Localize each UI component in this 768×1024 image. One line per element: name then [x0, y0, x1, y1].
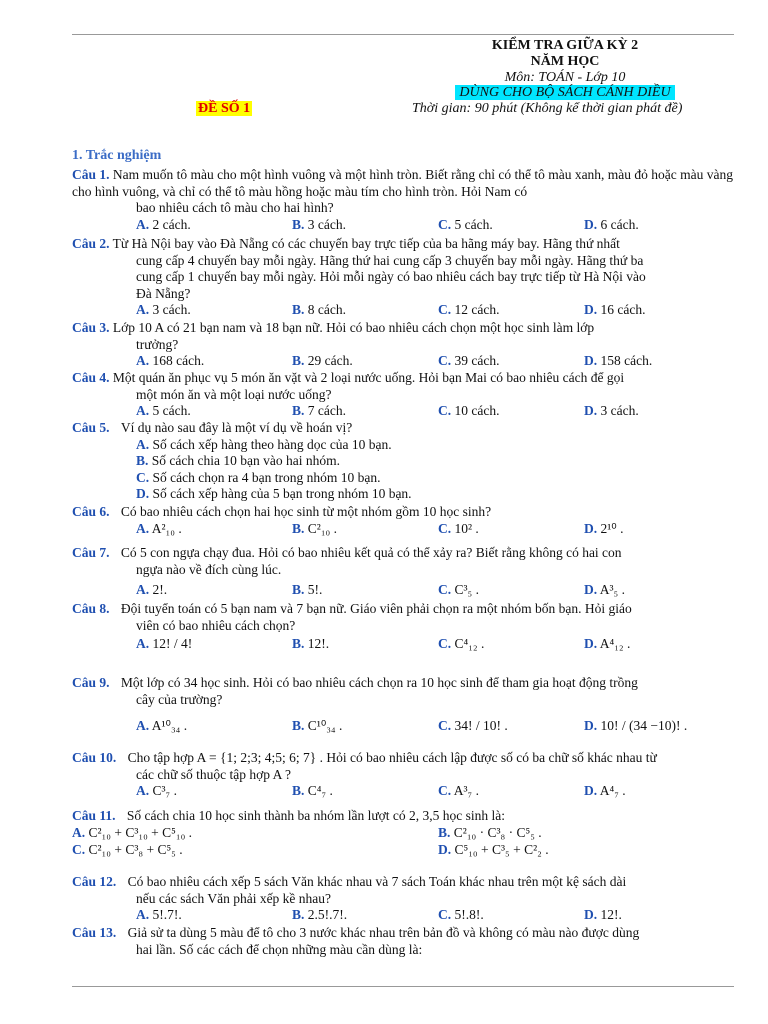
option-d[interactable]: D. 2¹⁰ .	[584, 520, 624, 536]
question-text: Ví dụ nào sau đây là một ví dụ về hoán vị?	[120, 420, 353, 435]
option-d[interactable]: D. 12!.	[584, 907, 622, 922]
question-11	[72, 808, 734, 859]
question-text: ngựa nào về đích cùng lúc.	[136, 561, 282, 577]
option-d[interactable]: D. 3 cách.	[584, 403, 639, 418]
option-b[interactable]: B. C⁴₇ .	[292, 783, 333, 798]
option-a[interactable]: A. C³₇ .	[136, 783, 178, 798]
option-b[interactable]: B. 3 cách.	[292, 216, 346, 232]
question-text: nếu các sách Văn phải xếp kề nhau?	[136, 890, 332, 906]
option-b[interactable]: B. C²₁₀ · C³₈ · C⁵₅ .	[438, 824, 542, 840]
question-7	[72, 545, 734, 599]
question-12	[72, 874, 734, 924]
question-4	[72, 370, 734, 420]
option-a[interactable]: A. 168 cách.	[136, 353, 205, 368]
question-text: Có 5 con ngựa chạy đua. Hỏi có bao nhiêu kết quả có thể xảy ra? Biết rằng không có hai con	[120, 545, 622, 560]
question-text: trưởng?	[136, 336, 179, 352]
question-text: Đà Nẵng?	[136, 285, 191, 301]
option-d[interactable]: D. 158 cách.	[584, 353, 653, 368]
option-a[interactable]: A. 2 cách.	[136, 216, 191, 232]
options-row	[72, 353, 734, 370]
question-1	[72, 167, 734, 234]
question-text: viên có bao nhiêu cách chọn?	[136, 617, 296, 633]
option-c[interactable]: C. 5!.8!.	[438, 907, 484, 922]
question-label: Câu 6.	[72, 504, 110, 519]
question-2	[72, 236, 734, 319]
options-row	[72, 718, 734, 735]
option-b[interactable]: B. C²₁₀ .	[292, 520, 337, 536]
question-text: Từ Hà Nội bay vào Đà Nẵng có các chuyến bay trực tiếp của ba hãng máy bay. Hãng thứ nhất	[112, 236, 620, 251]
options-row	[72, 825, 734, 842]
subject: Môn: TOÁN - Lớp 10	[504, 70, 626, 85]
question-8	[72, 601, 734, 653]
options-row	[72, 842, 734, 859]
option-b[interactable]: B. 5!.	[292, 582, 323, 597]
question-text: Đội tuyển toán có 5 bạn nam và 7 bạn nữ. Giáo viên phải chọn ra một nhóm bốn bạn. Hỏi giáo	[120, 601, 632, 616]
question-text: cung cấp 1 chuyến bay mỗi ngày. Hỏi mỗi ngày có bao nhiêu cách bay trực tiếp từ Hà Nội vào	[136, 269, 646, 284]
section-title: 1. Trắc nghiệm	[72, 148, 162, 163]
question-label: Câu 9.	[72, 675, 110, 690]
option-d[interactable]: D. A⁴₇ .	[584, 783, 626, 798]
option-b[interactable]: B. C¹⁰₃₄ .	[292, 718, 343, 733]
option-c[interactable]: C. 10² .	[438, 520, 479, 536]
options-row	[72, 403, 734, 420]
option-b[interactable]: B. 7 cách.	[292, 403, 346, 418]
top-rule	[72, 34, 734, 35]
question-label: Câu 4.	[72, 370, 110, 385]
option-b[interactable]: B. 8 cách.	[292, 302, 346, 317]
option-a[interactable]: A. 3 cách.	[136, 302, 191, 317]
option-d[interactable]: D. C⁵₁₀ + C³₅ + C²₂ .	[438, 841, 549, 857]
question-label: Câu 7.	[72, 545, 110, 560]
options-row	[72, 783, 734, 800]
question-label: Câu 3.	[72, 320, 110, 335]
question-text: Một quán ăn phục vụ 5 món ăn vặt và 2 loại nước uống. Hỏi bạn Mai có bao nhiêu cách để gọi	[112, 370, 625, 385]
question-5	[72, 420, 734, 503]
option-c[interactable]: C. C²₁₀ + C³₈ + C⁵₅ .	[72, 841, 183, 857]
option-d[interactable]: D. Số cách xếp hàng của 5 bạn trong nhóm 10 bạn.	[136, 486, 412, 501]
book-label: DÙNG CHO BỘ SÁCH CÁNH DIỀU	[455, 85, 674, 100]
question-10	[72, 750, 734, 800]
option-a[interactable]: A. A¹⁰₃₄ .	[136, 718, 188, 733]
exam-time: Thời gian: 90 phút (Không kể thời gian phát đề)	[412, 101, 683, 116]
option-d[interactable]: D. 10! / (34 −10)! .	[584, 718, 688, 733]
question-text: Cho tập hợp A = {1; 2;3; 4;5; 6; 7} . Hỏi có bao nhiêu cách lập được số có ba chữ số khác nhau từ	[127, 750, 657, 765]
question-text: cung cấp 4 chuyến bay mỗi ngày. Hãng thứ hai cung cấp 3 chuyến bay mỗi ngày. Hãng thứ ba	[136, 252, 644, 268]
option-c[interactable]: C. C⁴₁₂ .	[438, 636, 485, 651]
question-13	[72, 925, 734, 958]
options-row	[72, 907, 734, 924]
question-text: cây của trường?	[136, 691, 223, 707]
question-text: Có bao nhiêu cách chọn hai học sinh từ một nhóm gồm 10 học sinh?	[120, 504, 492, 519]
options-row	[72, 302, 734, 319]
question-text: Lớp 10 A có 21 bạn nam và 18 bạn nữ. Hỏi có bao nhiêu cách chọn một học sinh làm lớp	[112, 320, 595, 335]
option-b[interactable]: B. 12!.	[292, 636, 330, 651]
question-label: Câu 1.	[72, 167, 110, 182]
option-d[interactable]: D. A⁴₁₂ .	[584, 636, 631, 651]
option-a[interactable]: A. 5!.7!.	[136, 907, 182, 922]
option-a[interactable]: A. Số cách xếp hàng theo hàng dọc của 10 bạn.	[136, 436, 392, 452]
question-label: Câu 5.	[72, 420, 110, 435]
question-text: Giả sử ta dùng 5 màu để tô cho 3 nước khác nhau trên bản đồ và không có màu nào được dùng	[127, 925, 640, 940]
option-d[interactable]: D. A³₅ .	[584, 582, 626, 597]
option-c[interactable]: C. 12 cách.	[438, 302, 500, 317]
bottom-rule	[72, 986, 734, 987]
options-row	[72, 217, 734, 234]
question-label: Câu 12.	[72, 874, 117, 889]
school-year: NĂM HỌC	[530, 54, 600, 69]
option-b[interactable]: B. 2.5!.7!.	[292, 907, 348, 922]
option-a[interactable]: A. 12! / 4!	[136, 636, 193, 651]
question-text: các chữ số thuộc tập hợp A ?	[136, 766, 292, 782]
option-a[interactable]: A. A²₁₀ .	[136, 520, 182, 536]
option-a[interactable]: A. 5 cách.	[136, 403, 191, 418]
exam-number: ĐỀ SỐ 1	[198, 101, 251, 116]
question-label: Câu 2.	[72, 236, 110, 251]
question-text: Nam muốn tô màu cho một hình vuông và một hình tròn. Biết rằng chỉ có thể tô màu xanh, màu đỏ hoặc màu vàng cho hình vuông, và chỉ có thể tô màu hồng hoặc màu tím cho hình tròn. Hỏi Nam có	[72, 167, 734, 199]
options-row	[72, 636, 734, 653]
question-9	[72, 675, 734, 735]
question-label: Câu 10.	[72, 750, 117, 765]
option-c[interactable]: C. Số cách chọn ra 4 bạn trong nhóm 10 bạn.	[136, 469, 381, 485]
option-c[interactable]: C. 39 cách.	[438, 353, 500, 368]
option-b[interactable]: B. 29 cách.	[292, 353, 353, 368]
option-c[interactable]: C. 5 cách.	[438, 216, 493, 232]
question-text: Có bao nhiêu cách xếp 5 sách Văn khác nhau và 7 sách Toán khác nhau trên một kệ sách dài	[127, 874, 627, 889]
option-c[interactable]: C. C³₅ .	[438, 582, 480, 597]
question-label: Câu 13.	[72, 925, 117, 940]
question-text: bao nhiêu cách tô màu cho hai hình?	[136, 200, 334, 215]
question-text: hai lần. Số các cách để chọn những màu cần dùng là:	[136, 941, 423, 957]
option-c[interactable]: C. A³₇ .	[438, 783, 480, 798]
question-label: Câu 8.	[72, 601, 110, 616]
question-text: Một lớp có 34 học sinh. Hỏi có bao nhiêu cách chọn ra 10 học sinh để tham gia hoạt động trồng	[120, 675, 638, 690]
options-row	[72, 582, 734, 599]
question-3	[72, 320, 734, 370]
option-d[interactable]: D. 16 cách.	[584, 302, 646, 317]
option-d[interactable]: D. 6 cách.	[584, 216, 639, 232]
question-label: Câu 11.	[72, 808, 116, 823]
option-c[interactable]: C. 10 cách.	[438, 403, 500, 418]
question-6	[72, 504, 734, 538]
option-a[interactable]: A. 2!.	[136, 582, 168, 597]
option-c[interactable]: C. 34! / 10! .	[438, 718, 508, 733]
option-b[interactable]: B. Số cách chia 10 bạn vào hai nhóm.	[136, 453, 340, 468]
question-text: Số cách chia 10 học sinh thành ba nhóm lần lượt có 2, 3,5 học sinh là:	[126, 808, 506, 823]
option-a[interactable]: A. C²₁₀ + C³₁₀ + C⁵₁₀ .	[72, 824, 193, 840]
options-row	[72, 521, 734, 538]
exam-title: KIỂM TRA GIỮA KỲ 2	[491, 38, 639, 53]
question-text: một món ăn và một loại nước uống?	[136, 386, 332, 402]
